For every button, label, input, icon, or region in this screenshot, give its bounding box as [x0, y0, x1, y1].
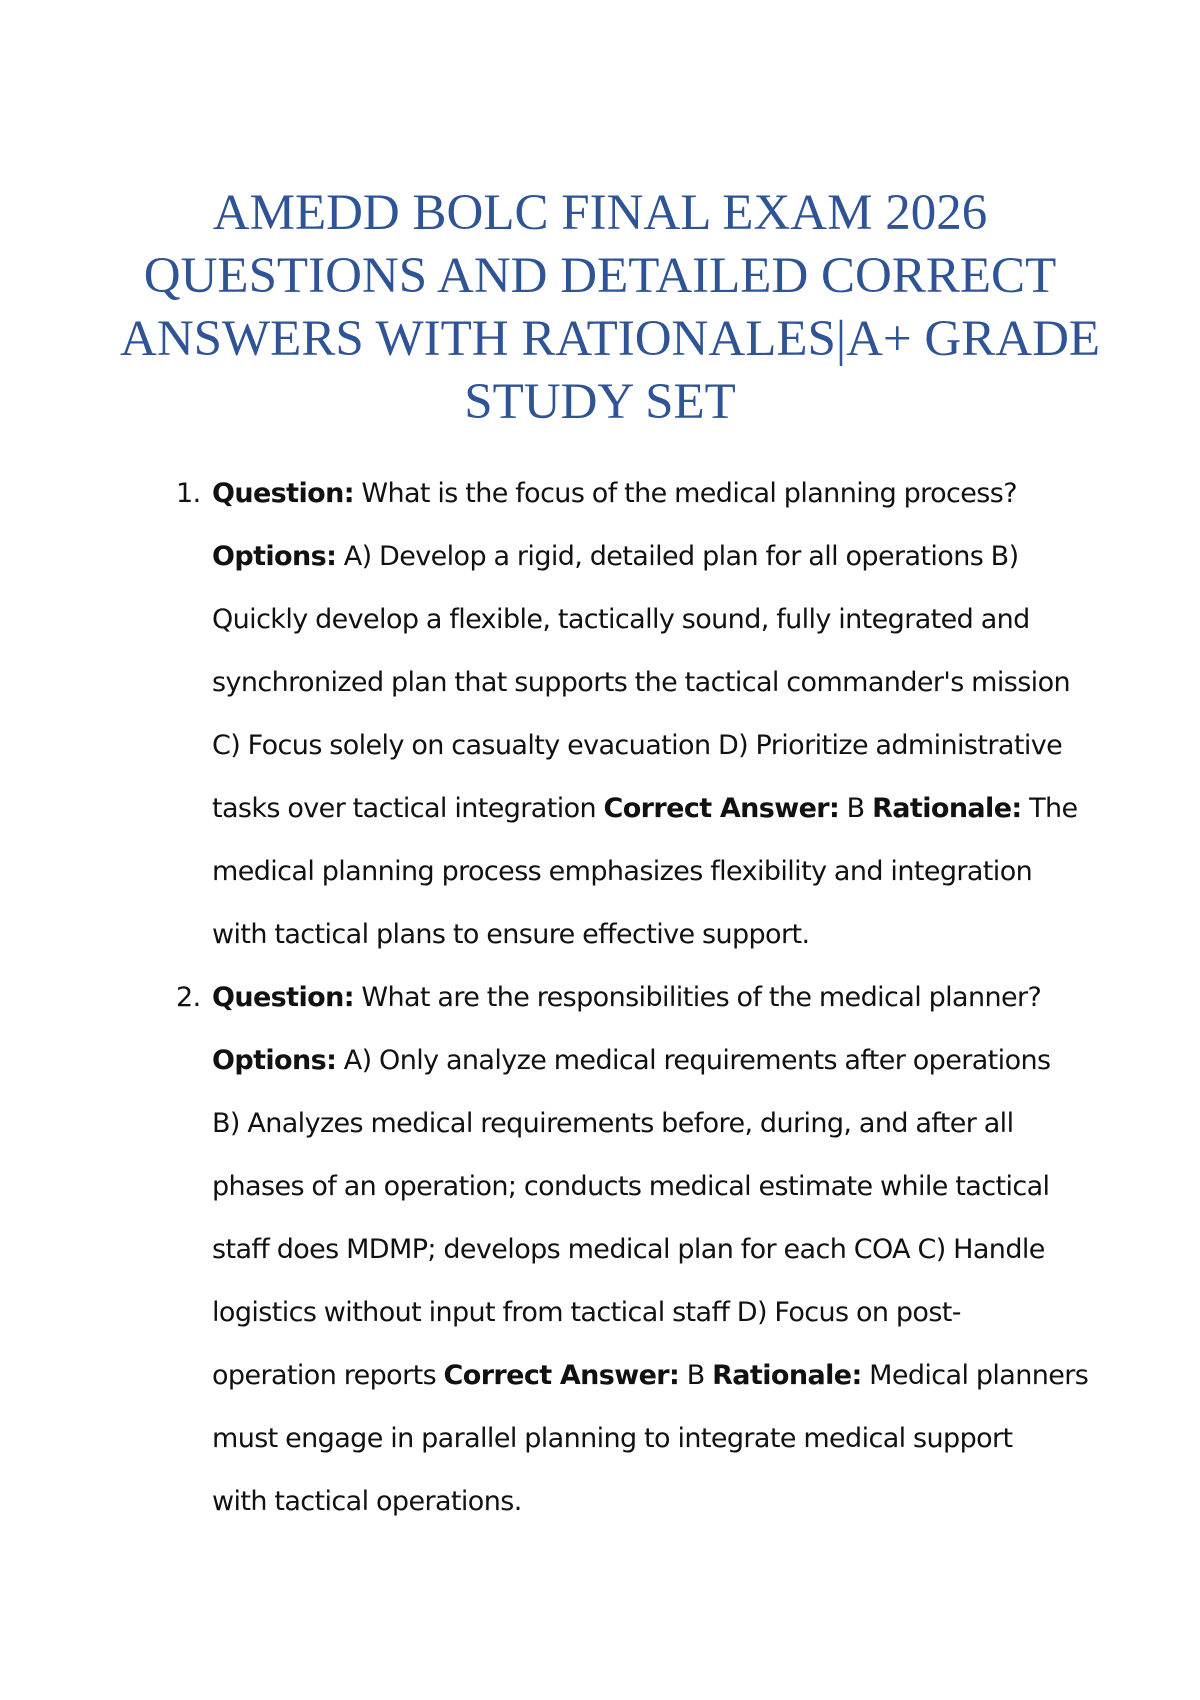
rationale-text: must engage in parallel planning to integrate medical support [212, 1423, 1013, 1454]
options-line [212, 525, 1082, 588]
options-text: B) Analyzes medical requirements before, during, and after all [212, 1108, 1014, 1139]
title-line: AMEDD BOLC FINAL EXAM 2026 [212, 185, 988, 241]
question-number: 1. [176, 478, 201, 509]
question-text: What is the focus of the medical planning process? [353, 478, 1017, 509]
rationale-label: Rationale: [712, 1360, 862, 1391]
options-text: A) Only analyze medical requirements after operations [336, 1045, 1051, 1076]
options-text: staff does MDMP; develops medical plan for each COA C) Handle [212, 1234, 1045, 1265]
options-text: tasks over tactical integration [212, 793, 604, 824]
correct-answer-value: B [679, 1360, 713, 1391]
title-line: QUESTIONS AND DETAILED CORRECT [143, 248, 1057, 304]
rationale-text: with tactical plans to ensure effective support. [212, 919, 810, 950]
question-label: Question: [212, 478, 354, 509]
answer-line [212, 777, 1082, 840]
options-label: Options: [212, 541, 337, 572]
question-label: Question: [212, 982, 354, 1013]
options-label: Options: [212, 1045, 337, 1076]
options-text: operation reports [212, 1360, 444, 1391]
rationale-text: medical planning process emphasizes flexibility and integration [212, 856, 1033, 887]
question-list [176, 462, 1089, 1533]
options-text: C) Focus solely on casualty evacuation D) Prioritize administrative [212, 730, 1063, 761]
correct-answer-label: Correct Answer: [443, 1360, 680, 1391]
question-number: 2. [176, 982, 201, 1013]
options-text: Quickly develop a flexible, tactically sound, fully integrated and [212, 604, 1030, 635]
rationale-label: Rationale: [872, 793, 1022, 824]
question-item-1 [176, 462, 1082, 966]
question-text: What are the responsibilities of the medical planner? [353, 982, 1042, 1013]
document-title [120, 182, 1101, 434]
title-line: STUDY SET [464, 374, 736, 430]
question-line [212, 966, 1082, 1029]
correct-answer-label: Correct Answer: [603, 793, 840, 824]
rationale-text: Medical planners [861, 1360, 1089, 1391]
options-text: A) Develop a rigid, detailed plan for all operations B) [336, 541, 1019, 572]
options-text: phases of an operation; conducts medical estimate while tactical [212, 1171, 1050, 1202]
rationale-text: The [1021, 793, 1078, 824]
title-line: ANSWERS WITH RATIONALES|A+ GRADE [120, 311, 1101, 367]
rationale-text: with tactical operations. [212, 1486, 522, 1517]
correct-answer-value: B [839, 793, 873, 824]
options-text: logistics without input from tactical staff D) Focus on post- [212, 1297, 961, 1328]
options-text: synchronized plan that supports the tactical commander's mission [212, 667, 1071, 698]
question-line [212, 462, 1082, 525]
options-line [212, 1029, 1082, 1092]
answer-line [212, 1344, 1089, 1407]
question-item-2 [176, 966, 1089, 1533]
